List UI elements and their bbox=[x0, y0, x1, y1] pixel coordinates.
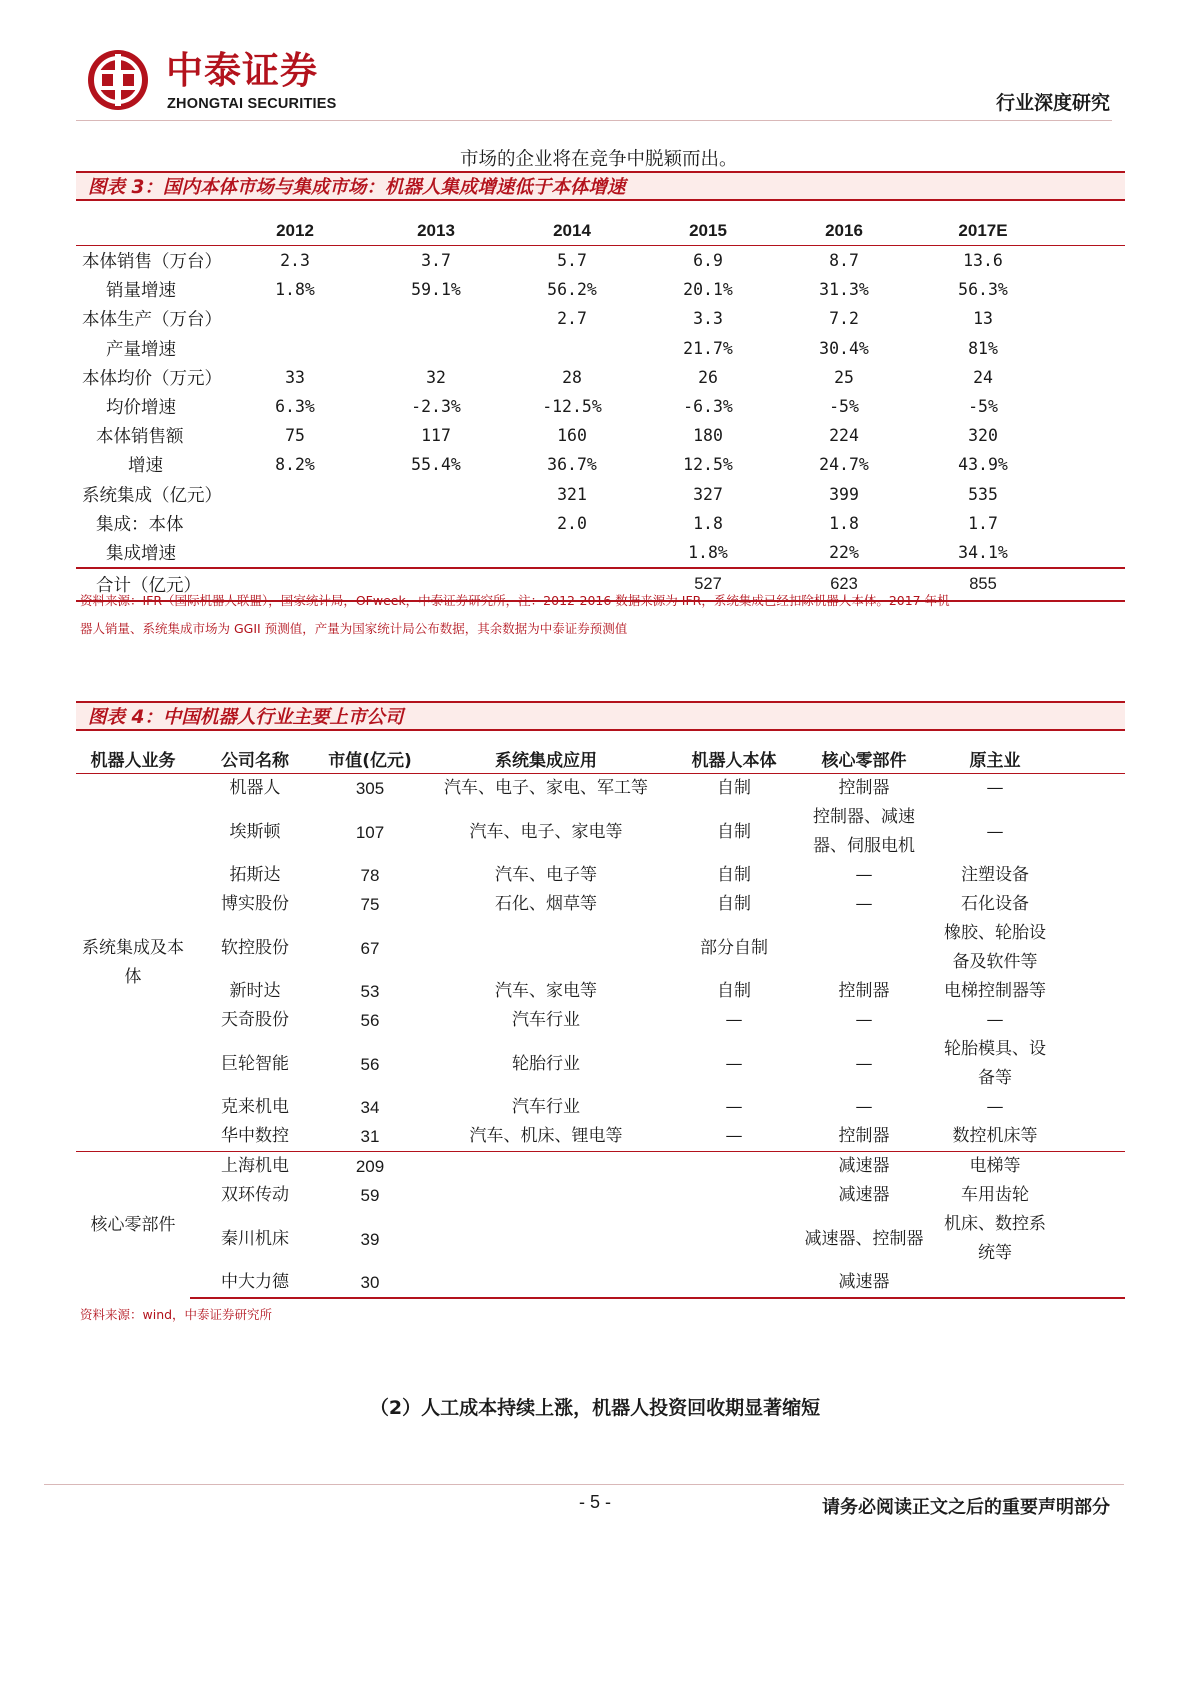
table-cell: 自制 bbox=[717, 894, 751, 914]
table-cell: 数控机床等 bbox=[952, 1126, 1038, 1146]
table-cell: 巨轮智能 bbox=[221, 1053, 289, 1074]
header-divider bbox=[76, 120, 1112, 121]
table-row bbox=[76, 861, 1125, 890]
table-cell: -5% bbox=[829, 397, 859, 417]
table-cell: 汽车、机床、锂电等 bbox=[469, 1126, 623, 1146]
table-cell: 32 bbox=[426, 367, 446, 387]
figure-4-source: 资料来源：wind，中泰证券研究所 bbox=[80, 1307, 273, 1322]
table-cell: 拓斯达 bbox=[229, 865, 281, 885]
table-row bbox=[76, 1035, 1125, 1093]
table-cell: 轮胎行业 bbox=[512, 1053, 580, 1074]
table-cell: 机器人 bbox=[229, 778, 281, 798]
table-cell: 克来机电 bbox=[221, 1097, 289, 1117]
table-cell: 中大力德 bbox=[190, 1268, 320, 1298]
table-cell: 13.6 bbox=[963, 251, 1003, 271]
table-cell: -5% bbox=[968, 397, 998, 417]
table-cell: 双环传动 bbox=[221, 1185, 289, 1205]
table-cell: 21.7% bbox=[683, 338, 733, 358]
table-cell bbox=[420, 1210, 672, 1268]
row-label: 本体销售（万台） bbox=[82, 252, 222, 273]
table-cell: 2.0 bbox=[557, 513, 587, 533]
table-cell: 855 bbox=[912, 568, 1054, 601]
table-cell: — bbox=[725, 1010, 743, 1030]
column-header: 2013 bbox=[368, 216, 504, 246]
table-cell bbox=[672, 1152, 796, 1182]
table-cell: 7.2 bbox=[829, 309, 859, 329]
table-cell: 减速器、控制器 bbox=[804, 1228, 924, 1249]
table-row bbox=[76, 890, 1125, 919]
row-label: 本体销售额 bbox=[96, 427, 184, 448]
table-cell: 注塑设备 bbox=[961, 865, 1029, 885]
table-header-row bbox=[76, 216, 1125, 246]
table-row bbox=[76, 304, 1125, 333]
brand-name-cn: 中泰证券 bbox=[166, 49, 318, 92]
table-cell: 209 bbox=[320, 1152, 420, 1182]
table-cell: 24.7% bbox=[819, 455, 869, 475]
table-cell: 秦川机床 bbox=[221, 1228, 289, 1249]
table-cell: 机床、数控系统等 bbox=[944, 1214, 1046, 1263]
table-cell: 34 bbox=[360, 1098, 380, 1117]
table-cell: 399 bbox=[829, 484, 859, 504]
table-cell: -12.5% bbox=[542, 397, 602, 417]
table-cell: 电梯控制器等 bbox=[944, 981, 1046, 1001]
table-cell: 1.8% bbox=[688, 542, 728, 562]
table-cell: 75 bbox=[285, 426, 305, 446]
table-cell: 自制 bbox=[717, 981, 751, 1001]
column-header: 2015 bbox=[640, 216, 776, 246]
table-row bbox=[76, 363, 1125, 392]
table-cell: — bbox=[855, 894, 873, 914]
table-cell: 39 bbox=[360, 1229, 380, 1249]
column-header: 2017E bbox=[912, 216, 1054, 246]
table-cell bbox=[672, 1181, 796, 1210]
table-header-row bbox=[76, 743, 1125, 774]
document-type: 行业深度研究 bbox=[995, 92, 1110, 114]
table-cell: 3.7 bbox=[421, 251, 451, 271]
table-cell: 31 bbox=[360, 1127, 380, 1146]
figure-3-source-line-1: 资料来源：IFR（国际机器人联盟），国家统计局，OFweek，中泰证券研究所，注：2012-2016 数据来源为 IFR，系统集成已经扣除机器人本体。2017 年机 bbox=[80, 593, 950, 608]
table-cell: 华中数控 bbox=[221, 1126, 289, 1146]
figure-3-title: 图表 3：国内本体市场与集成市场：机器人集成增速低于本体增速 bbox=[88, 177, 626, 198]
table-cell: — bbox=[725, 1053, 743, 1074]
row-label: 集成：本体 bbox=[96, 514, 184, 535]
row-label: 销量增速 bbox=[106, 281, 176, 302]
table-cell: 2.3 bbox=[280, 251, 310, 271]
table-cell: 控制器 bbox=[838, 778, 890, 798]
table-cell: 36.7% bbox=[547, 455, 597, 475]
table-row bbox=[76, 450, 1125, 479]
table-cell: 自制 bbox=[717, 821, 751, 842]
table-cell: 24 bbox=[973, 367, 993, 387]
table-cell: — bbox=[855, 1053, 873, 1074]
page-number: - 5 - bbox=[578, 1492, 611, 1512]
table-cell: 石化设备 bbox=[961, 894, 1029, 914]
table-cell: 12.5% bbox=[683, 455, 733, 475]
table-cell: 33 bbox=[285, 367, 305, 387]
table-cell: 34.1% bbox=[958, 542, 1008, 562]
table-cell: 1.8% bbox=[275, 280, 315, 300]
row-label: 集成增速 bbox=[106, 543, 176, 564]
table-cell: — bbox=[725, 1097, 743, 1117]
table-cell: 石化、烟草等 bbox=[495, 894, 597, 914]
table-cell: 56 bbox=[360, 1011, 380, 1030]
table-cell: — bbox=[725, 1126, 743, 1146]
table-cell bbox=[368, 480, 504, 509]
table-row bbox=[76, 246, 1125, 276]
table-cell bbox=[368, 334, 504, 363]
table-cell: 53 bbox=[360, 982, 380, 1001]
table-row bbox=[76, 1210, 1125, 1268]
table-row bbox=[76, 392, 1125, 421]
section-subheading: （2）人工成本持续上涨，机器人投资回收期显著缩短 bbox=[369, 1397, 821, 1419]
table-cell: 56.3% bbox=[958, 280, 1008, 300]
table-row bbox=[76, 1006, 1125, 1035]
table-cell: 59 bbox=[360, 1186, 380, 1205]
table-cell: 623 bbox=[776, 568, 912, 601]
table-cell: — bbox=[986, 1097, 1004, 1117]
table-cell bbox=[420, 1181, 672, 1210]
table-cell: -6.3% bbox=[683, 397, 733, 417]
table-row bbox=[76, 538, 1125, 568]
table-cell: 电梯等 bbox=[932, 1152, 1058, 1182]
table-cell: 30 bbox=[320, 1268, 420, 1298]
table-cell: 自制 bbox=[717, 865, 751, 885]
disclaimer-text: 请务必阅读正文之后的重要声明部分 bbox=[822, 1497, 1110, 1518]
table-row bbox=[76, 480, 1125, 509]
table-cell: 59.1% bbox=[411, 280, 461, 300]
group-label: 核心零部件 bbox=[76, 1152, 190, 1299]
table-cell: 汽车、电子、家电等 bbox=[469, 821, 623, 842]
intro-text: 市场的企业将在竞争中脱颖而出。 bbox=[460, 149, 738, 170]
column-header: 机器人业务 bbox=[76, 743, 190, 774]
table-cell bbox=[796, 919, 932, 977]
figure-4-table bbox=[76, 743, 1125, 1299]
zhongtai-logo-icon bbox=[86, 48, 150, 112]
table-cell: 55.4% bbox=[411, 455, 461, 475]
table-row bbox=[76, 919, 1125, 977]
table-cell: 22% bbox=[829, 542, 859, 562]
table-cell: 8.7 bbox=[829, 251, 859, 271]
table-cell bbox=[504, 334, 640, 363]
table-cell: 车用齿轮 bbox=[961, 1185, 1029, 1205]
table-row bbox=[76, 334, 1125, 363]
row-label: 产量增速 bbox=[106, 339, 176, 360]
table-cell: 75 bbox=[360, 895, 380, 914]
table-cell: 527 bbox=[640, 568, 776, 601]
table-cell: 汽车、电子等 bbox=[495, 865, 597, 885]
table-cell bbox=[420, 919, 672, 977]
table-cell: 减速器 bbox=[796, 1268, 932, 1298]
table-cell: 汽车、家电等 bbox=[495, 981, 597, 1001]
table-cell: 新时达 bbox=[229, 981, 281, 1001]
table-cell: 控制器 bbox=[838, 981, 890, 1001]
table-cell: 78 bbox=[360, 866, 380, 885]
table-cell: 321 bbox=[557, 484, 587, 504]
table-cell: 橡胶、轮胎设备及软件等 bbox=[944, 923, 1046, 972]
column-header: 核心零部件 bbox=[796, 743, 932, 774]
table-cell: 汽车行业 bbox=[512, 1097, 580, 1117]
table-cell: 轮胎模具、设备等 bbox=[944, 1039, 1046, 1088]
table-cell bbox=[368, 304, 504, 333]
table-cell: 327 bbox=[693, 484, 723, 504]
table-cell: 1.8 bbox=[693, 513, 723, 533]
column-header: 机器人本体 bbox=[672, 743, 796, 774]
table-cell: 5.7 bbox=[557, 251, 587, 271]
table-cell: 控制器、减速器、伺服电机 bbox=[813, 807, 915, 856]
table-cell bbox=[932, 1268, 1058, 1298]
table-row bbox=[76, 275, 1125, 304]
table-cell: 1.7 bbox=[968, 513, 998, 533]
table-cell: 81% bbox=[968, 338, 998, 358]
table-cell: 305 bbox=[355, 779, 385, 798]
column-header: 原主业 bbox=[932, 743, 1058, 774]
table-cell: 180 bbox=[693, 426, 723, 446]
table-cell: 上海机电 bbox=[190, 1152, 320, 1182]
table-cell: 汽车行业 bbox=[512, 1010, 580, 1030]
table-cell bbox=[504, 538, 640, 568]
table-cell: 控制器 bbox=[838, 1126, 890, 1146]
column-header: 2016 bbox=[776, 216, 912, 246]
table-cell: 6.3% bbox=[275, 397, 315, 417]
table-row bbox=[76, 1268, 1125, 1298]
table-cell: 224 bbox=[829, 426, 859, 446]
row-label: 均价增速 bbox=[106, 398, 176, 419]
table-cell: 28 bbox=[562, 367, 582, 387]
figure-3-title-bar bbox=[76, 171, 1125, 201]
table-cell: 117 bbox=[421, 426, 451, 446]
table-cell: 自制 bbox=[717, 778, 751, 798]
figure-4-title-bar bbox=[76, 701, 1125, 731]
row-label: 本体均价（万元） bbox=[82, 368, 222, 389]
figure-3-table bbox=[76, 216, 1125, 602]
table-cell: 13 bbox=[973, 309, 993, 329]
table-cell: 31.3% bbox=[819, 280, 869, 300]
table-cell: 320 bbox=[968, 426, 998, 446]
row-label: 合计（亿元） bbox=[76, 568, 222, 601]
table-cell bbox=[222, 304, 368, 333]
group-label: 系统集成及本体 bbox=[82, 937, 184, 987]
table-row bbox=[76, 421, 1125, 450]
table-cell bbox=[222, 509, 368, 538]
table-row bbox=[76, 1152, 1125, 1182]
table-cell: 160 bbox=[557, 426, 587, 446]
table-row bbox=[76, 774, 1125, 804]
row-label: 本体生产（万台） bbox=[82, 310, 222, 331]
table-cell bbox=[222, 334, 368, 363]
table-cell bbox=[222, 480, 368, 509]
table-cell: 8.2% bbox=[275, 455, 315, 475]
row-label: 增速 bbox=[128, 456, 163, 477]
table-cell bbox=[420, 1152, 672, 1182]
table-cell: 减速器 bbox=[838, 1185, 890, 1205]
row-label: 系统集成（亿元） bbox=[82, 485, 222, 506]
table-cell bbox=[368, 509, 504, 538]
table-cell: 26 bbox=[698, 367, 718, 387]
table-cell: — bbox=[986, 821, 1004, 842]
table-cell: 535 bbox=[968, 484, 998, 504]
table-cell: 3.3 bbox=[693, 309, 723, 329]
table-cell: — bbox=[855, 1010, 873, 1030]
table-cell: 埃斯顿 bbox=[229, 821, 281, 842]
column-header: 系统集成应用 bbox=[420, 743, 672, 774]
figure-4-title: 图表 4：中国机器人行业主要上市公司 bbox=[88, 707, 404, 728]
table-cell: 107 bbox=[355, 822, 385, 842]
table-cell: 天奇股份 bbox=[221, 1010, 289, 1030]
table-cell bbox=[368, 538, 504, 568]
table-row bbox=[76, 1181, 1125, 1210]
table-cell: 6.9 bbox=[693, 251, 723, 271]
table-cell: 56.2% bbox=[547, 280, 597, 300]
table-row bbox=[76, 803, 1125, 861]
table-cell: — bbox=[855, 1097, 873, 1117]
table-cell: 25 bbox=[834, 367, 854, 387]
table-cell bbox=[672, 1210, 796, 1268]
table-cell: 56 bbox=[360, 1054, 380, 1074]
table-cell bbox=[222, 538, 368, 568]
table-cell: 汽车、电子、家电、军工等 bbox=[444, 778, 648, 798]
column-header: 市值(亿元) bbox=[320, 743, 420, 774]
table-cell: 30.4% bbox=[819, 338, 869, 358]
table-cell: 67 bbox=[360, 938, 380, 958]
table-cell: 减速器 bbox=[796, 1152, 932, 1182]
table-cell: — bbox=[986, 1010, 1004, 1030]
table-cell: 20.1% bbox=[683, 280, 733, 300]
brand-name-en: ZHONGTAI SECURITIES bbox=[167, 96, 337, 112]
table-row bbox=[76, 1093, 1125, 1122]
table-cell: -2.3% bbox=[411, 397, 461, 417]
column-header: 2012 bbox=[222, 216, 368, 246]
table-cell: 43.9% bbox=[958, 455, 1008, 475]
table-cell bbox=[420, 1268, 672, 1298]
table-cell: 部分自制 bbox=[700, 937, 768, 958]
table-cell: — bbox=[986, 778, 1004, 798]
table-cell: 博实股份 bbox=[221, 894, 289, 914]
figure-3-source-line-2: 器人销量、系统集成市场为 GGII 预测值，产量为国家统计局公布数据，其余数据为中泰证券预测值 bbox=[80, 621, 628, 636]
table-cell: 软控股份 bbox=[221, 937, 289, 958]
table-cell bbox=[672, 1268, 796, 1298]
column-header: 公司名称 bbox=[190, 743, 320, 774]
table-row bbox=[76, 509, 1125, 538]
footer-divider bbox=[44, 1484, 1124, 1485]
column-header: 2014 bbox=[504, 216, 640, 246]
table-cell: 2.7 bbox=[557, 309, 587, 329]
table-row bbox=[76, 977, 1125, 1006]
table-cell: 1.8 bbox=[829, 513, 859, 533]
table-cell: — bbox=[855, 865, 873, 885]
table-row bbox=[76, 1122, 1125, 1152]
